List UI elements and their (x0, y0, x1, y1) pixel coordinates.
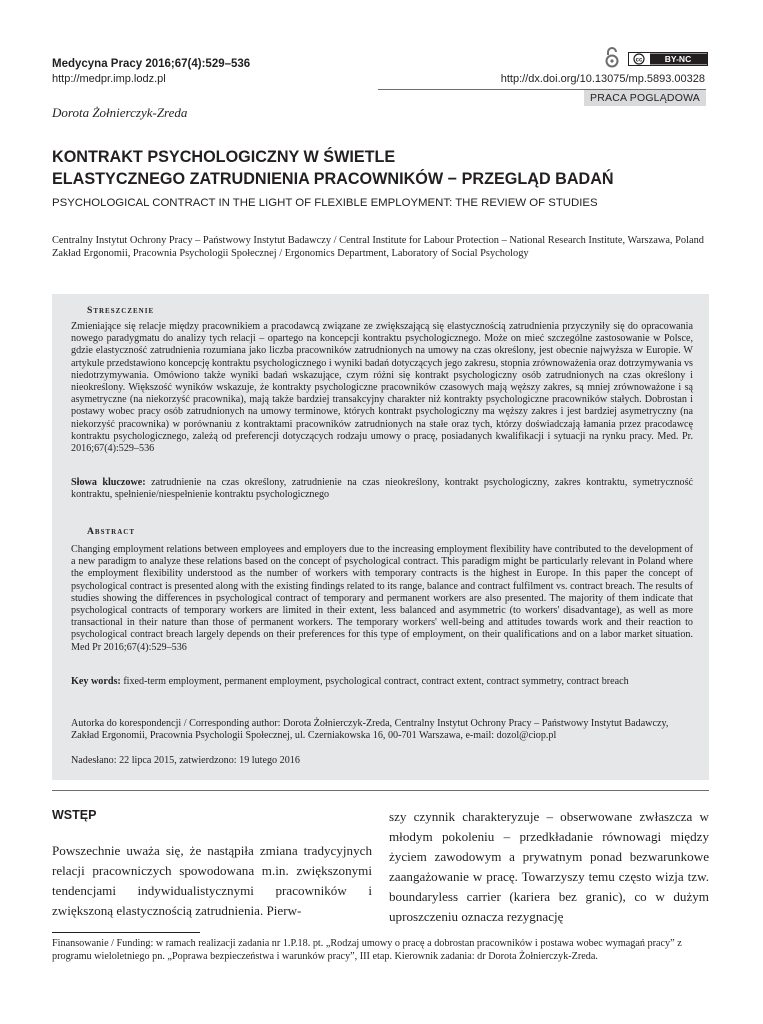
abstract-keywords (71, 676, 693, 688)
streszczenie-keywords-label: Słowa kluczowe: (71, 477, 146, 488)
doi-link[interactable]: http://dx.doi.org/10.13075/mp.5893.00328 (500, 73, 705, 85)
license-text: BY-NC (664, 54, 692, 65)
body-column-left: Powszechnie uważa się, że nastąpiła zmiana tradycyjnych relacji pracowniczych spowodowana m.in. zwiększonymi tendencjami indywidualistycznymi pracowników i zwiększoną elastycznością zatrudnienia. Pierw- (52, 843, 372, 918)
article-type-label: PRACA POGLĄDOWA (584, 90, 706, 106)
abstract-body: Changing employment relations between employees and employers due to the increasing employment flexibility have contributed to the development of a new paradigm to analyze these relations based on the concept of psychological contract. This paradigm might be particularly relevant in Poland where the employment flexibility understood as the number of workers with temporary contracts is the highest in Europe. In this paper the concept of psychological contract is presented along with the existing findings related to its range, balance and contract fulfilment vs. contract breach. The results of studies showing the differences in psychological contract of temporary and permanent workers are also presented. The majority of them indicate that psychological contracts of temporary workers are limited in their extent, less balanced and asymmetric (to workers' disadvantage), as well as more transactional in their nature than those of permanent workers. The temporary workers' well-being and attitudes towards work and their reaction to psychological contract breach largely depends on their preferences for this type of employment, on their qualifications and on a labor market situation. Med Pr 2016;67(4):529–536 (71, 544, 693, 653)
streszczenie-heading: Streszczenie (87, 305, 155, 316)
abstract-keywords-text: fixed-term employment, permanent employment, psychological contract, contract extent, contract symmetry, contract breach (123, 676, 629, 687)
journal-citation: Medycyna Pracy 2016;67(4):529–536 (52, 58, 251, 70)
title-english: PSYCHOLOGICAL CONTRACT IN THE LIGHT OF FLEXIBLE EMPLOYMENT: THE REVIEW OF STUDIES (52, 197, 598, 209)
affiliation-1: Centralny Instytut Ochrony Pracy – Państwowy Instytut Badawczy / Central Institute for Labour Protection – National Research Institute, Warszawa, Poland (52, 235, 704, 246)
section-divider (52, 790, 709, 791)
cc-license-badge[interactable] (628, 52, 708, 66)
streszczenie-body: Zmieniające się relacje między pracownikiem a pracodawcą związane ze zwiększającą się elastycznością zatrudnienia przyczyniły się do opracowania nowego paradygmatu do analizy tych relacji – opartego na koncepcji kontraktu psychologicznego. Może on mieć szczególne zastosowanie w Polsce, gdzie elastyczność zatrudnienia rozumiana jako liczba pracowników zatrudnionych na umowy na czas określony, jest obecnie najwyższa w Europie. W artykule przedstawiono koncepcję kontraktu psychologicznego i wyniki badań dotyczących jego zakresu, stopnia zrównoważenia oraz dotrzymywania vs niedotrzymywania. Omówiono także wyniki badań wskazujące, czym różni się kontrakt psychologiczny osób zatrudnionych na czas określony i nieokreślony. Większość wyników wskazuje, że kontrakty psychologiczne pracowników czasowych mają węższy zakres, są mniej zrównoważone i są asymetryczne (na niekorzyść pracownika), mają także bardziej transakcyjny charakter niż kontrakty psychologiczne pracowników stałych. Dobrostan i postawy wobec pracy osób zatrudnionych na umowy terminowe, których kontrakt psychologiczny ma węższy zakres i jest bardziej asymetryczny (na niekorzyść pracownika) w porównaniu z kontraktami pracowników zatrudnionych na stałe oraz tych, którzy doświadczają łamania przez pracodawcę kontraktu psychologicznego, zależą od preferencji dotyczących rodzaju umowy o pracę, posiadanych kwalifikacji i sytuacji na rynku pracy. Med. Pr. 2016;67(4):529–536 (71, 321, 693, 455)
correspondence: Autorka do korespondencji / Corresponding author: Dorota Żołnierczyk-Zreda, Centralny Instytut Ochrony Pracy – Państwowy Instytut Badawczy, Zakład Ergonomii, Pracownia Psychologii Społecznej, ul. Czerniakowska 16, 00-701 Warszawa, e-mail: dozol@ciop.pl (71, 718, 669, 742)
affiliation-2: Zakład Ergonomii, Pracownia Psychologii Społecznej / Ergonomics Department, Laboratory of Social Psychology (52, 248, 529, 259)
footnote-rule (52, 932, 200, 933)
journal-url[interactable]: http://medpr.imp.lodz.pl (52, 73, 166, 85)
streszczenie-keywords (71, 477, 693, 501)
title-polish (52, 146, 712, 190)
svg-text:cc: cc (635, 57, 643, 64)
author-name: Dorota Żołnierczyk-Zreda (52, 105, 188, 120)
streszczenie-keywords-text: zatrudnienie na czas określony, zatrudnienie na czas nieokreślony, kontrakt psychologiczny, zakres kontraktu, symetryczność kontraktu, spełnienie/niespełnienie kontraktu psychologicznego (71, 477, 694, 501)
body-column-right: szy czynnik charakteryzuje – obserwowane zwłaszcza w młodym pokoleniu – przedkładanie równowagi między życiem zawodowym a prywatnym ponad bezwarunkowe zaangażowanie w pracę. Towarzyszy temu często wizja tzw. boundaryless carrier (kariera bez granic), co w dużym uproszczeniu oznacza rezygnację (389, 809, 709, 924)
title-polish-line-2: ELASTYCZNEGO ZATRUDNIENIA PRACOWNIKÓW − PRZEGLĄD BADAŃ (52, 170, 614, 188)
open-access-icon (604, 46, 620, 68)
abstract-box (52, 294, 709, 780)
section-heading: WSTĘP (52, 808, 97, 822)
abstract-keywords-label: Key words: (71, 676, 121, 687)
submission-dates: Nadesłano: 22 lipca 2015, zatwierdzono: 19 lutego 2016 (71, 755, 300, 766)
title-polish-line-1: KONTRAKT PSYCHOLOGICZNY W ŚWIETLE (52, 148, 396, 166)
affiliations (52, 234, 707, 260)
abstract-heading: Abstract (87, 526, 135, 537)
funding-note: Finansowanie / Funding: w ramach realizacji zadania nr 1.P.18. pt. „Rodzaj umowy o pracę a dobrostan pracowników i postawa wobec wymagań pracy” z programu wieloletniego pn. „Poprawa bezpieczeństwa i warunków pracy”, III etap. Kierownik zadania: dr Dorota Żołnierczyk-Zreda. (52, 938, 682, 962)
